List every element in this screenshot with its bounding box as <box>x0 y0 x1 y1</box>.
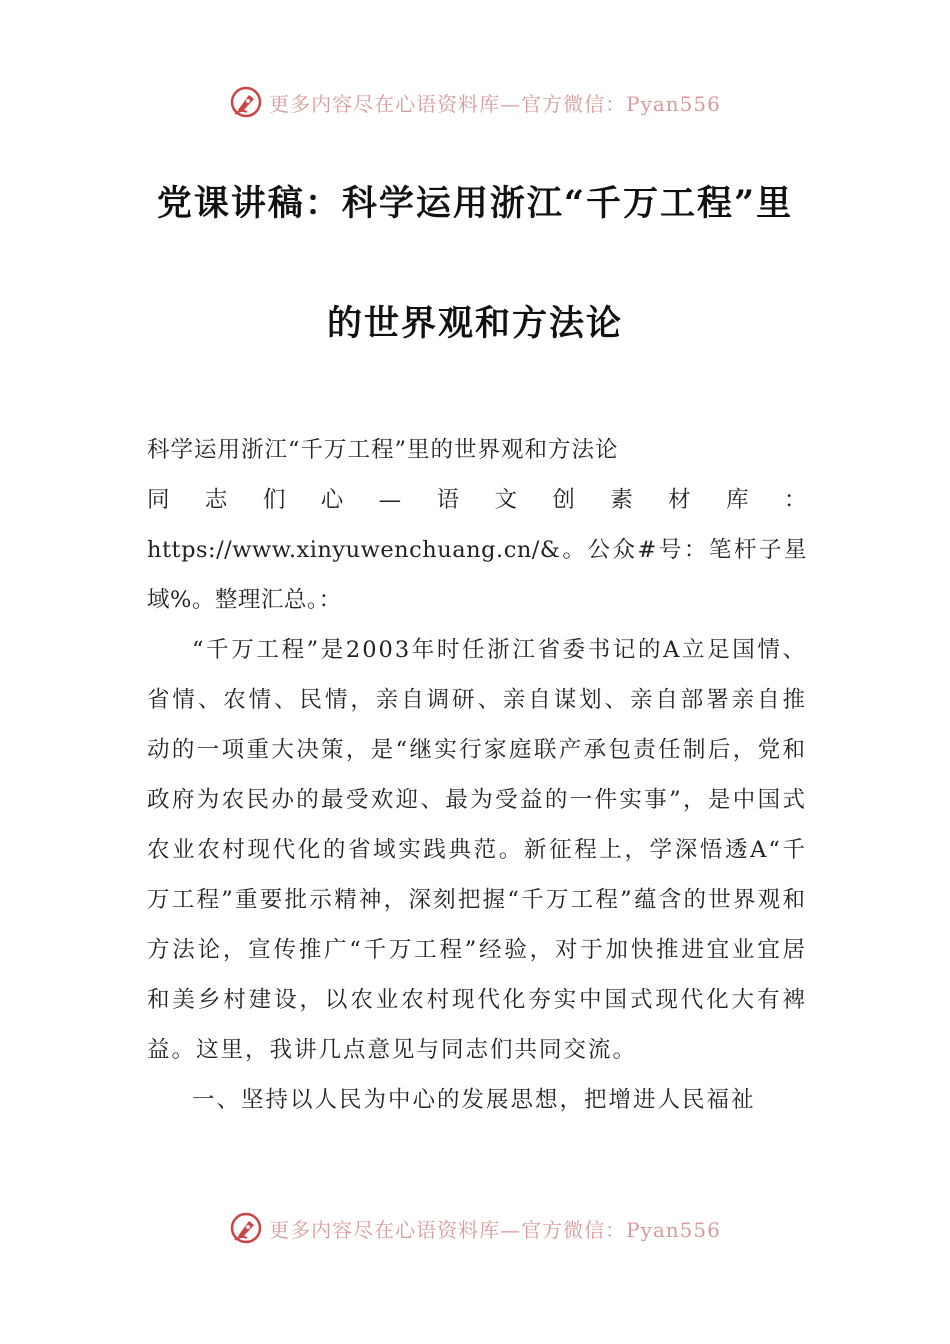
document-title-line-2: 的世界观和方法论 <box>326 303 623 344</box>
document-subtitle: 科学运用浙江“千万工程”里的世界观和方法论 <box>147 437 619 463</box>
document-title-line-1: 党课讲稿：科学运用浙江“千万工程”里 <box>156 183 794 224</box>
pen-nib-logo-icon <box>229 85 263 119</box>
body-paragraph-1: “千万工程”是2003年时任浙江省委书记的A立足国情、省情、农情、民情，亲自调研、亲自谋划、亲自部署亲自推动的一项重大决策，是“继实行家庭联产承包责任制后，党和政府为农民办的最受欢迎、最为受益的一件实事”，是中国式农业农村现代化的省域实践典范。新征程上，学深悟透A“千万工程”重要批示精神，深刻把握“千万工程”蕴含的世界观和方法论，宣传推广“千万工程”经验，对于加快推进宜业宜居和美乡村建设，以农业农村现代化夯实中国式现代化大有裨益。这里，我讲几点意见与同志们共同交流。 <box>147 637 807 1063</box>
document-body <box>147 425 807 1125</box>
footer-banner-text: 更多内容尽在心语资料库—官方微信：Pyan556 <box>269 1217 721 1242</box>
footer-banner <box>0 1208 950 1248</box>
source-line: 同志们心—语文创素材库：https://www.xinyuwenchuang.cn/&。公众#号：笔杆子星域%。整理汇总。： <box>147 487 807 613</box>
header-banner-text: 更多内容尽在心语资料库—官方微信：Pyan556 <box>269 91 721 116</box>
body-paragraph-2: 一、坚持以人民为中心的发展思想，把增进人民福祉 <box>192 1087 756 1113</box>
pen-nib-logo-icon <box>229 1211 263 1245</box>
header-banner <box>0 82 950 122</box>
